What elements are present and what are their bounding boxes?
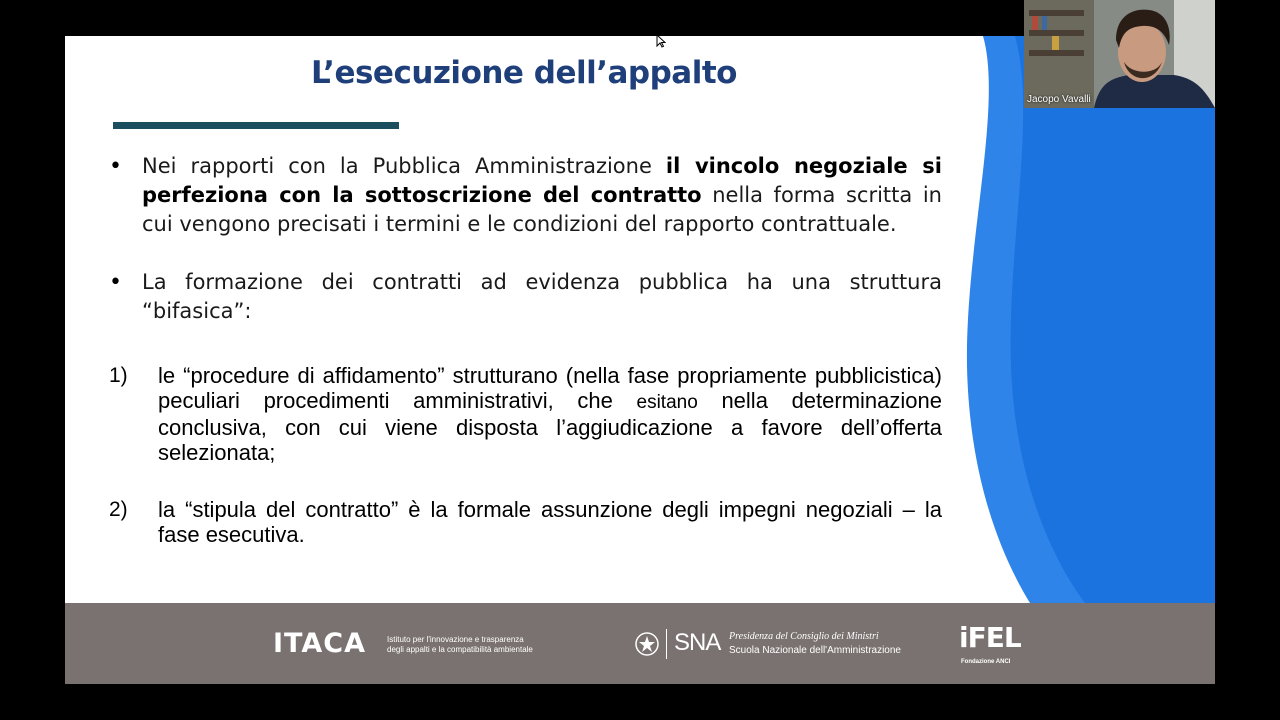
ifel-subtitle: Fondazione ANCI [961, 659, 1011, 665]
title-underline [113, 122, 399, 129]
presentation-slide [65, 36, 1215, 684]
bullet-marker: • [109, 154, 122, 179]
sna-school-text: Scuola Nazionale dell'Amministrazione [729, 645, 901, 656]
bullet1-text-b: nella forma scritta in cui vengono precisati i termini e le condizioni del rapporto contrattuale. [142, 183, 942, 236]
slide-title: L’esecuzione dell’appalto [311, 55, 737, 91]
item1-text-b: nella determinazione conclusiva, con cui viene disposta l’aggiudicazione a favore dell’offerta selezionata; [158, 388, 942, 465]
webcam-thumbnail[interactable] [1024, 0, 1215, 108]
bullet-paragraph-2: La formazione dei contratti ad evidenza pubblica ha una struttura “bifasica”: [142, 270, 942, 323]
bullet-marker: • [109, 270, 122, 295]
participant-name: Jacopo Vavalli [1027, 94, 1091, 105]
itaca-description [387, 635, 533, 655]
bullet1-bold-text: il vincolo negoziale si perfeziona con la sottoscrizione del contratto [142, 154, 942, 207]
webcam-video [1024, 0, 1215, 108]
item1-number: 1) [109, 364, 128, 387]
emblem-icon [635, 631, 659, 657]
itaca-desc-line2: degli appalti e la compatibilità ambientale [387, 645, 533, 654]
sna-divider [666, 629, 667, 659]
item1-text-a: le “procedure di affidamento” strutturano (nella fase propriamente pubblicistica) peculiari procedimenti amministrativi, che [158, 363, 942, 413]
mouse-cursor-icon [656, 34, 666, 48]
sna-presidency-text: Presidenza del Consiglio dei Ministri [729, 631, 879, 642]
bullet-paragraph-1 [142, 152, 942, 239]
ifel-logo: iFEL [959, 621, 1021, 654]
item2-number: 2) [109, 498, 128, 521]
sna-logo: SNA [674, 629, 721, 656]
item1-paragraph [158, 363, 942, 465]
itaca-desc-line1: Istituto per l'innovazione e trasparenza [387, 635, 524, 644]
item1-small-text: esitano [636, 392, 698, 413]
slide-footer [65, 603, 1215, 684]
itaca-logo: ITACA [273, 628, 366, 659]
bullet1-text-a: Nei rapporti con la Pubblica Amministrazione [142, 154, 666, 178]
item2-paragraph: la “stipula del contratto” è la formale assunzione degli impegni negoziali – la fase esecutiva. [158, 497, 942, 547]
